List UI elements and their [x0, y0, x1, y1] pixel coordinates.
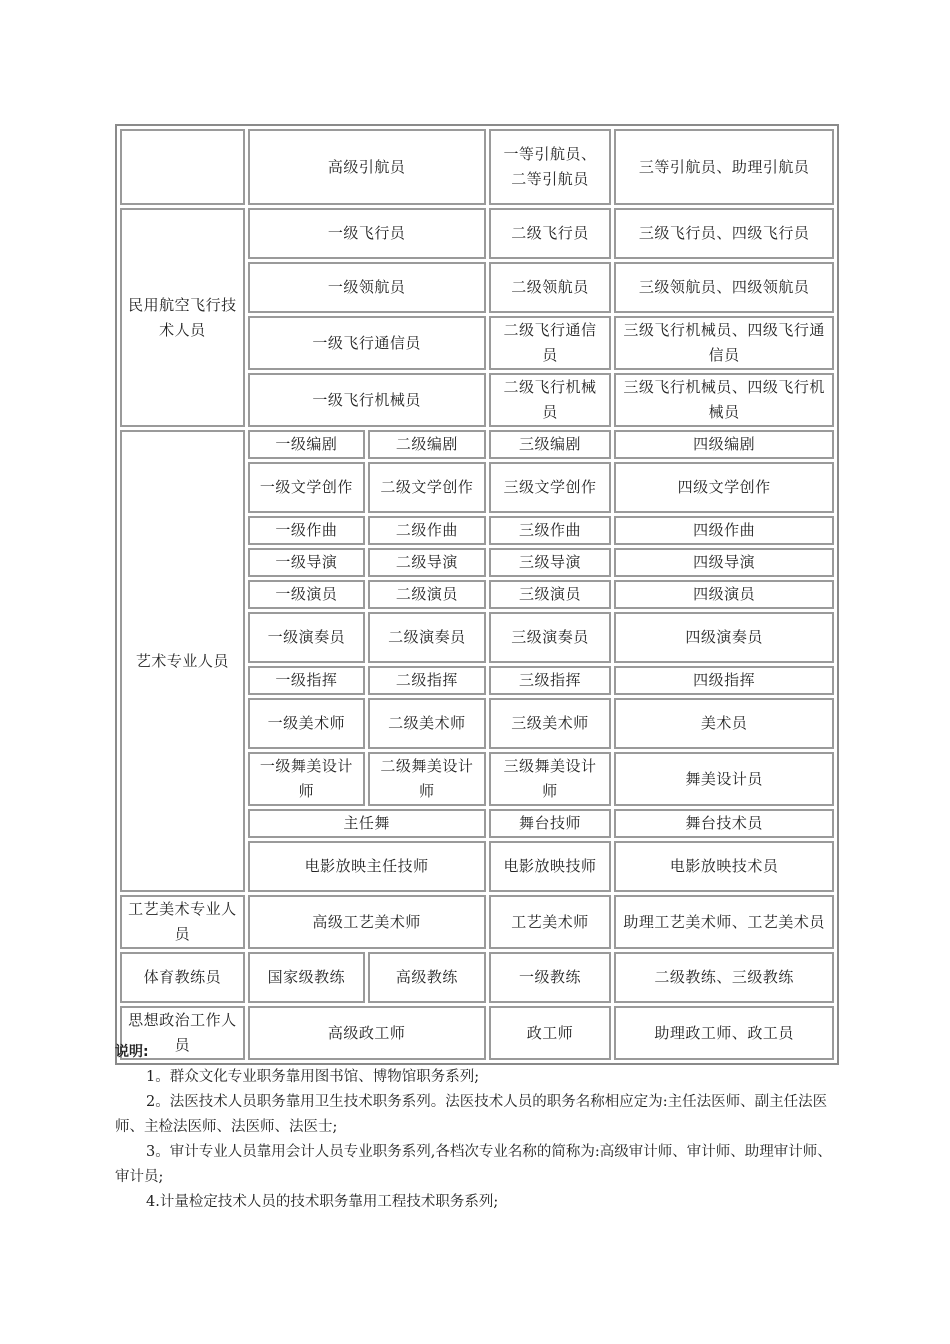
associate-senior-title-cell: 二级舞美设计师 [368, 752, 486, 806]
senior-title-cell: 一级编剧 [248, 430, 366, 459]
notes-section [115, 1040, 845, 1215]
junior-title-cell: 二级教练、三级教练 [614, 952, 834, 1003]
note-item: 2。法医技术人员职务靠用卫生技术职务系列。法医技术人员的职务名称相应定为:主任法医师、副主任法医师、主检法医师、法医师、法医士; [115, 1094, 828, 1135]
senior-title-cell: 一级美术师 [248, 698, 366, 749]
junior-title-cell: 助理工艺美术师、工艺美术员 [614, 895, 834, 949]
note-item: 4.计量检定技术人员的技术职务靠用工程技术职务系列; [146, 1194, 499, 1210]
intermediate-title-cell: 三级舞美设计师 [489, 752, 612, 806]
title-series-table [115, 124, 839, 1065]
associate-senior-title-cell: 高级教练 [368, 952, 486, 1003]
senior-title-cell: 一级飞行机械员 [248, 373, 486, 427]
junior-title-cell: 四级指挥 [614, 666, 834, 695]
junior-title-cell: 舞台技术员 [614, 809, 834, 838]
intermediate-title-cell: 一级教练 [489, 952, 612, 1003]
intermediate-title-cell: 二级飞行机械员 [489, 373, 612, 427]
junior-title-cell: 电影放映技术员 [614, 841, 834, 892]
senior-title-cell: 国家级教练 [248, 952, 366, 1003]
senior-title-cell: 一级飞行通信员 [248, 316, 486, 370]
junior-title-cell: 三级飞行机械员、四级飞行机械员 [614, 373, 834, 427]
table-row [120, 208, 834, 259]
category-cell: 艺术专业人员 [120, 430, 245, 892]
associate-senior-title-cell: 二级文学创作 [368, 462, 486, 513]
senior-title-cell: 一级演员 [248, 580, 366, 609]
intermediate-title-cell: 三级作曲 [489, 516, 612, 545]
category-cell: 工艺美术专业人员 [120, 895, 245, 949]
junior-title-cell: 三级飞行机械员、四级飞行通信员 [614, 316, 834, 370]
junior-title-cell: 三等引航员、助理引航员 [614, 129, 834, 205]
associate-senior-title-cell: 二级美术师 [368, 698, 486, 749]
senior-title-cell: 高级引航员 [248, 129, 486, 205]
junior-title-cell: 四级导演 [614, 548, 834, 577]
junior-title-cell: 舞美设计员 [614, 752, 834, 806]
junior-title-cell: 四级演奏员 [614, 612, 834, 663]
junior-title-cell: 四级编剧 [614, 430, 834, 459]
intermediate-title-cell: 政工师 [489, 1006, 612, 1060]
senior-title-cell: 一级领航员 [248, 262, 486, 313]
senior-title-cell: 一级指挥 [248, 666, 366, 695]
notes-heading: 说明: [115, 1044, 149, 1060]
junior-title-cell: 四级文学创作 [614, 462, 834, 513]
junior-title-cell: 三级飞行员、四级飞行员 [614, 208, 834, 259]
junior-title-cell: 四级演员 [614, 580, 834, 609]
table-container [115, 124, 839, 1065]
intermediate-title-cell: 三级导演 [489, 548, 612, 577]
category-cell: 体育教练员 [120, 952, 245, 1003]
intermediate-title-cell: 舞台技师 [489, 809, 612, 838]
intermediate-title-cell: 三级指挥 [489, 666, 612, 695]
category-cell: 民用航空飞行技术人员 [120, 208, 245, 427]
category-cell [120, 129, 245, 205]
senior-title-cell: 一级导演 [248, 548, 366, 577]
intermediate-title-cell: 三级演员 [489, 580, 612, 609]
intermediate-title-cell: 二级飞行通信员 [489, 316, 612, 370]
intermediate-title-cell: 三级演奏员 [489, 612, 612, 663]
senior-title-cell: 一级作曲 [248, 516, 366, 545]
intermediate-title-cell: 二级飞行员 [489, 208, 612, 259]
associate-senior-title-cell: 二级演奏员 [368, 612, 486, 663]
associate-senior-title-cell: 二级导演 [368, 548, 486, 577]
associate-senior-title-cell: 二级作曲 [368, 516, 486, 545]
associate-senior-title-cell: 二级演员 [368, 580, 486, 609]
note-item: 1。群众文化专业职务靠用图书馆、博物馆职务系列; [146, 1069, 480, 1085]
intermediate-title-cell: 二级领航员 [489, 262, 612, 313]
table-row [120, 895, 834, 949]
senior-title-cell: 一级文学创作 [248, 462, 366, 513]
junior-title-cell: 助理政工师、政工员 [614, 1006, 834, 1060]
junior-title-cell: 美术员 [614, 698, 834, 749]
intermediate-title-cell: 工艺美术师 [489, 895, 612, 949]
table-row [120, 952, 834, 1003]
junior-title-cell: 三级领航员、四级领航员 [614, 262, 834, 313]
senior-title-cell: 主任舞 [248, 809, 486, 838]
intermediate-title-cell: 电影放映技师 [489, 841, 612, 892]
intermediate-title-cell: 三级美术师 [489, 698, 612, 749]
junior-title-cell: 四级作曲 [614, 516, 834, 545]
note-item: 3。审计专业人员靠用会计人员专业职务系列,各档次专业名称的简称为:高级审计师、审计师、助理审计师、审计员; [115, 1144, 832, 1185]
senior-title-cell: 一级飞行员 [248, 208, 486, 259]
intermediate-title-cell: 三级编剧 [489, 430, 612, 459]
table-row [120, 129, 834, 205]
associate-senior-title-cell: 二级指挥 [368, 666, 486, 695]
category-cell: 思想政治工作人员 [120, 1006, 245, 1060]
intermediate-title-cell: 一等引航员、二等引航员 [489, 129, 612, 205]
senior-title-cell: 一级舞美设计师 [248, 752, 366, 806]
senior-title-cell: 一级演奏员 [248, 612, 366, 663]
senior-title-cell: 高级政工师 [248, 1006, 486, 1060]
intermediate-title-cell: 三级文学创作 [489, 462, 612, 513]
table-row [120, 430, 834, 459]
associate-senior-title-cell: 二级编剧 [368, 430, 486, 459]
senior-title-cell: 高级工艺美术师 [248, 895, 486, 949]
senior-title-cell: 电影放映主任技师 [248, 841, 486, 892]
